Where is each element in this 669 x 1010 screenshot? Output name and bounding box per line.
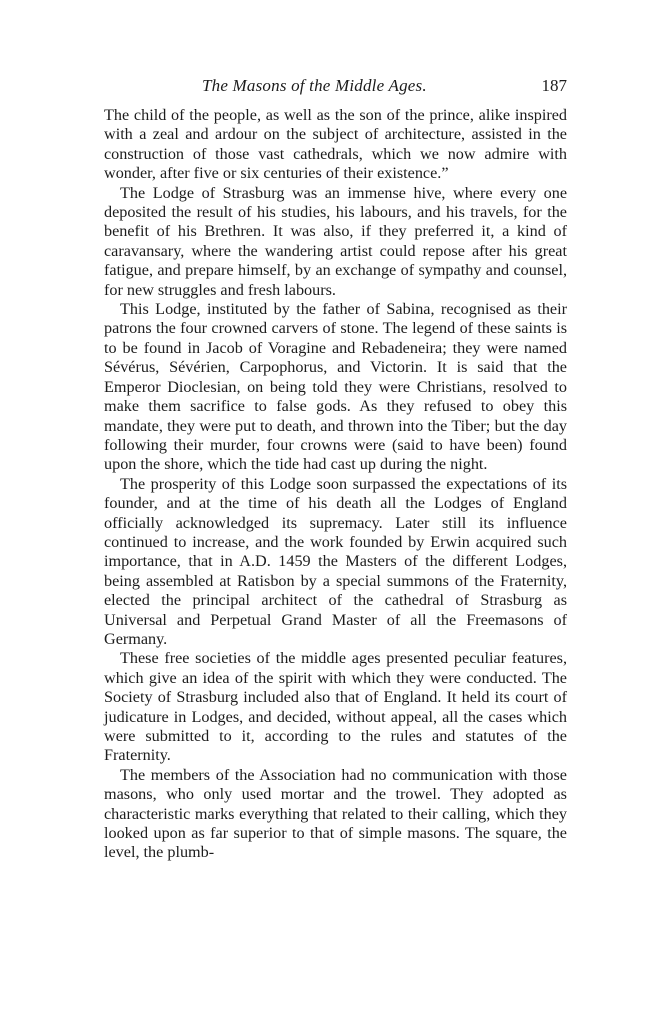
body-text: [104, 106, 567, 863]
paragraph: These free societies of the middle ages presented peculiar features, which give an idea of the spirit with which they were conducted. The Society of Strasburg included also that of England. It held its court of judicature in Lodges, and decided, without appeal, all the cases which were submitted to it, according to the rules and statutes of the Fraternity.: [104, 649, 567, 765]
paragraph: The child of the people, as well as the son of the prince, alike inspired with a zeal and ardour on the subject of architecture, assisted in the construction of those vast cathedrals, which we now admire with wonder, after five or six centuries of their existence.”: [104, 106, 567, 183]
paragraph: The members of the Association had no communication with those masons, who only used mortar and the trowel. They adopted as characteristic marks everything that related to their calling, which they looked upon as far superior to that of simple masons. The square, the level, the plumb-: [104, 765, 567, 862]
paragraph: The Lodge of Strasburg was an immense hive, where every one deposited the result of his studies, his labours, and his travels, for the benefit of his Brethren. It was also, if they preferred it, a kind of caravansary, where the wandering artist could repose after his great fatigue, and prepare himself, by an exchange of sympathy and counsel, for new struggles and fresh labours.: [104, 183, 567, 299]
page-number: 187: [541, 76, 567, 95]
book-page: [104, 76, 567, 863]
paragraph: The prosperity of this Lodge soon surpassed the expectations of its founder, and at the time of his death all the Lodges of England officially acknowledged its supremacy. Later still its influence continued to increase, and the work founded by Erwin acquired such importance, that in A.D. 1459 the Masters of the different Lodges, being assembled at Ratisbon by a special summons of the Fraternity, elected the principal architect of the cathedral of Strasburg as Universal and Perpetual Grand Master of all the Freemasons of Germany.: [104, 474, 567, 648]
page-header: [104, 76, 567, 106]
paragraph: This Lodge, instituted by the father of Sabina, recognised as their patrons the four crowned carvers of stone. The legend of these saints is to be found in Jacob of Voragine and Rebadeneira; they were named Sévérus, Sévérien, Carpophorus, and Victorin. It is said that the Emperor Dioclesian, on being told they were Christians, resolved to make them sacrifice to false gods. As they refused to obey this mandate, they were put to death, and thrown into the Tiber; but the day following their murder, four crowns were (said to have been) found upon the shore, which the tide had cast up during the night.: [104, 300, 567, 474]
running-title: The Masons of the Middle Ages.: [202, 76, 427, 95]
